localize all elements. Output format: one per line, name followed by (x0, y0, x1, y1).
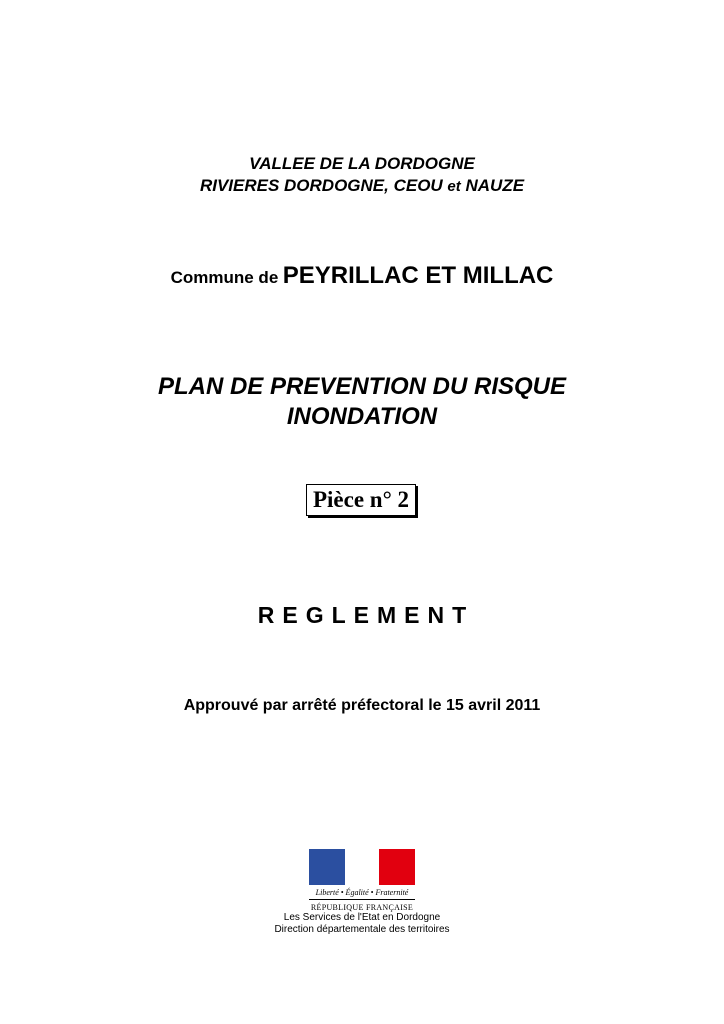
rivers-part-c: NAUZE (460, 176, 525, 195)
logo-divider (309, 899, 415, 900)
plan-title-line2: INONDATION (286, 403, 438, 430)
services-line2: Direction départementale des territoires (274, 924, 450, 935)
services-line1: Les Services de l'Etat en Dordogne (283, 912, 441, 923)
valley-heading (0, 153, 724, 198)
commune-heading (0, 258, 724, 297)
piece-number-box: Pièce n° 2 (306, 484, 416, 516)
reglement-title: REGLEMENT (257, 602, 475, 628)
rivers-title (0, 175, 724, 198)
rivers-part-a: RIVIERES DORDOGNE, CEOU (199, 176, 448, 195)
marianne-flag-icon (309, 849, 415, 885)
logo-republic: RÉPUBLIQUE FRANÇAISE (310, 903, 414, 912)
plan-title-line1: PLAN DE PREVENTION DU RISQUE (157, 373, 567, 400)
services-footer (0, 912, 724, 936)
plan-title (0, 372, 724, 432)
rivers-part-et: et (447, 178, 461, 195)
commune-name: PEYRILLAC ET MILLAC (282, 262, 554, 289)
approval-statement: Approuvé par arrêté préfectoral le 15 avril 2011 (183, 697, 541, 714)
logo-motto: Liberté • Égalité • Fraternité (315, 888, 409, 897)
commune-prefix: Commune de (170, 268, 279, 287)
republique-francaise-logo (309, 849, 415, 912)
valley-title: VALLEE DE LA DORDOGNE (249, 154, 475, 173)
